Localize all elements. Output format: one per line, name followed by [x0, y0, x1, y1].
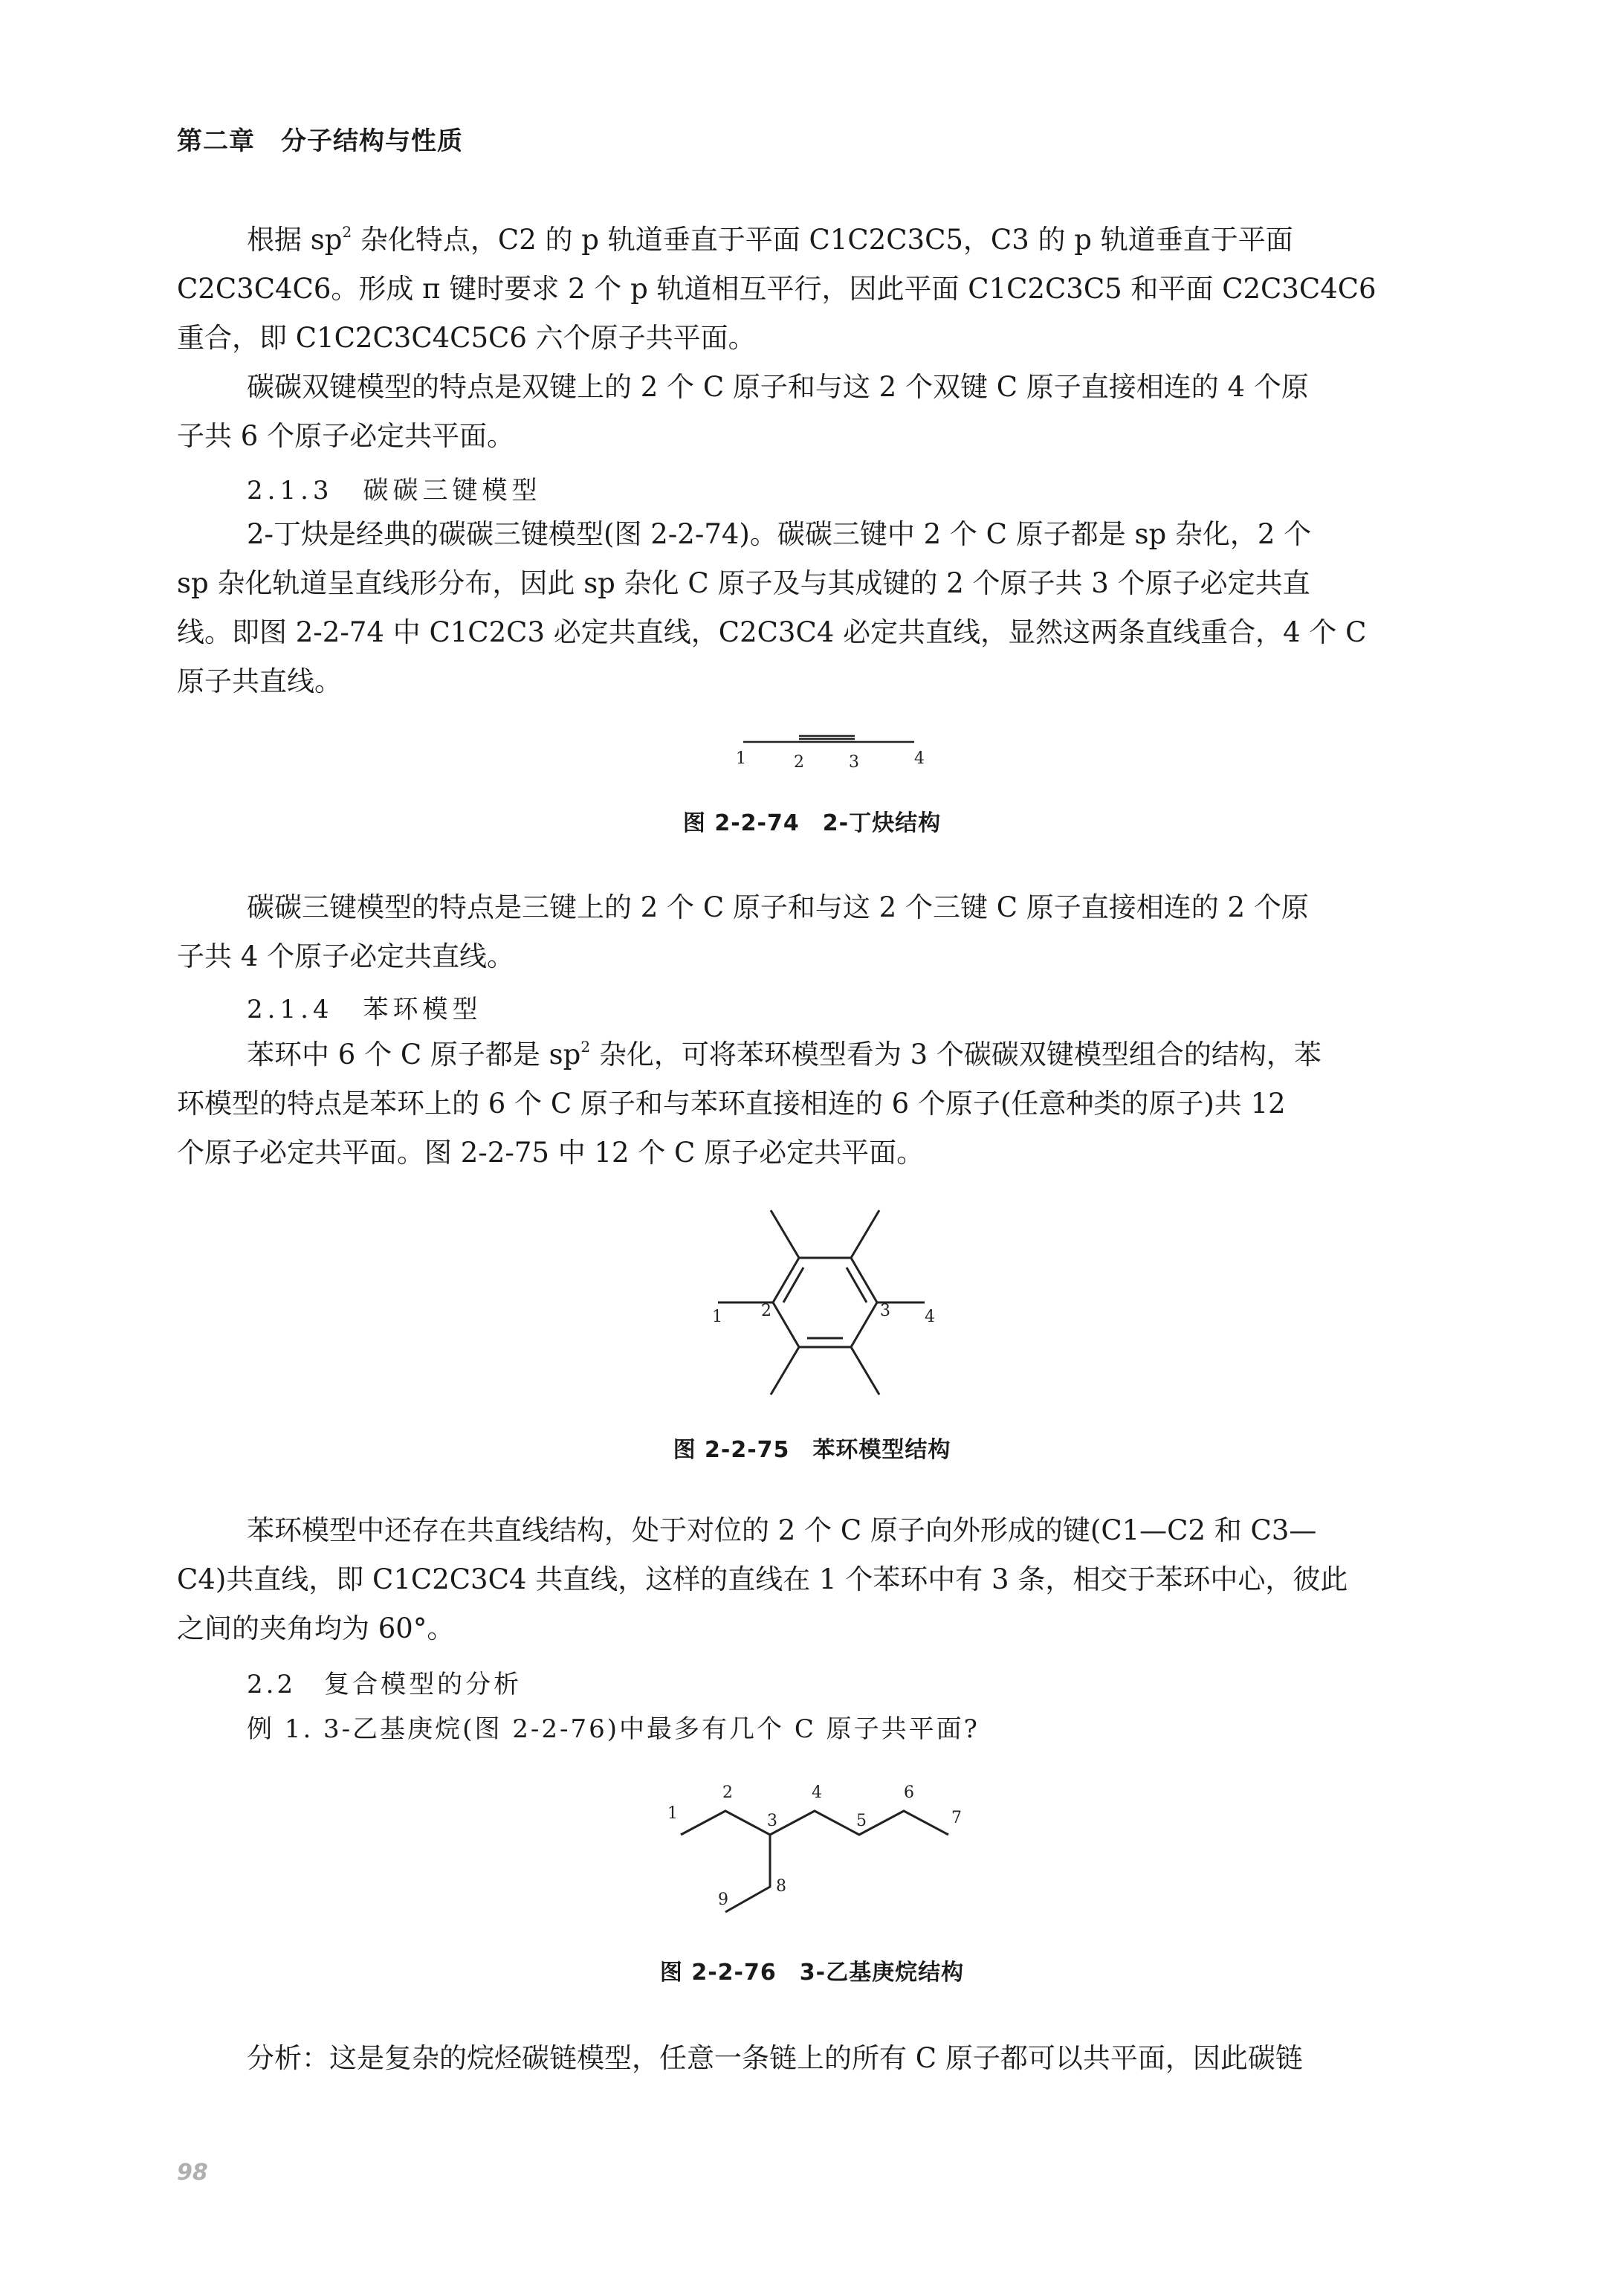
- paragraph-1: 根据 $sp^2$ 杂化特点，C2 的 p 轨道垂直于平面 C1C2C3C5，C3 的 p 轨道垂直于平面 C2C3C4C6。形成 π 键时要求 2 个 p 轨道相互平行，因此平面 C1C2C3C5 和平面 C2C3C4C6 重合，即 C1C2C3C4C5C6 六个原子共平面。: [177, 223, 1376, 354]
- example-1-question: 例 1. 3-乙基庚烷(图 2-2-76)中最多有几个 C 原子共平面?: [247, 1714, 980, 1744]
- atom-label: 9: [718, 1890, 728, 1909]
- substituent-bond: [771, 1347, 799, 1395]
- atom-label: 2: [761, 1302, 771, 1320]
- chapter-title: 分子结构与性质: [281, 126, 463, 156]
- figure-caption-2-2-76: 图 2-2-76 3-乙基庚烷结构: [659, 1960, 965, 1986]
- section-heading-2-1-3: 2.1.3 碳碳三键模型: [247, 476, 542, 506]
- atom-label: 2: [794, 753, 804, 772]
- page-number: 98: [177, 2160, 208, 2186]
- figure-caption-2-2-74: 图 2-2-74 2-丁炔结构: [682, 810, 942, 836]
- paragraph-6: 苯环模型中还存在共直线结构，处于对位的 2 个 C 原子向外形成的键(C1—C2 和 C3— C4)共直线，即 C1C2C3C4 共直线，这样的直线在 1 个苯环中有 3 条，相交于苯环中心，彼此 之间的夹角均为 60°。: [177, 1514, 1348, 1644]
- figure-benzene: [699, 1197, 944, 1405]
- atom-label: 1: [712, 1308, 722, 1326]
- atom-label: 3: [880, 1302, 890, 1320]
- figure-3-ethylheptane: [654, 1760, 1011, 1924]
- atom-label: 1: [667, 1804, 678, 1823]
- atom-label: 2: [722, 1783, 733, 1802]
- atom-label: 4: [914, 749, 925, 768]
- figure-caption-2-2-75: 图 2-2-75 苯环模型结构: [673, 1437, 951, 1463]
- running-header: [177, 120, 463, 157]
- chapter-label: 第二章: [177, 126, 255, 156]
- ethyl-branch: [725, 1835, 770, 1912]
- atom-label: 5: [856, 1812, 867, 1830]
- paragraph-4: 碳碳三键模型的特点是三键上的 2 个 C 原子和与这 2 个三键 C 原子直接相连的 2 个原 子共 4 个原子必定共直线。: [177, 891, 1309, 972]
- double-bond-line: [847, 1268, 867, 1302]
- paragraph-7: 分析：这是复杂的烷烃碳链模型，任意一条链上的所有 C 原子都可以共平面，因此碳链: [247, 2042, 1303, 2074]
- section-heading-2-2: 2.2 复合模型的分析: [247, 1670, 523, 1699]
- butyne-structure-diagram: [714, 714, 936, 773]
- substituent-bond: [851, 1210, 879, 1258]
- substituent-bond: [851, 1347, 879, 1395]
- main-carbon-chain: [681, 1811, 948, 1835]
- substituent-bond: [771, 1210, 799, 1258]
- ethylheptane-structure-diagram: [654, 1760, 1011, 1924]
- atom-label: 1: [736, 749, 746, 768]
- paragraph-3: 2-丁炔是经典的碳碳三键模型(图 2-2-74)。碳碳三键中 2 个 C 原子都是 sp 杂化，2 个 sp 杂化轨道呈直线形分布，因此 sp 杂化 C 原子及与其成键的 2 个原子共 3 个原子必定共直 线。即图 2-2-74 中 C1C2C3 必定共直线，C2C3C4 必定共直线，显然这两条直线重合，4 个 C 原子共直线。: [177, 518, 1367, 697]
- atom-label: 4: [925, 1308, 935, 1326]
- benzene-ring: [773, 1258, 877, 1347]
- atom-label: 8: [776, 1877, 786, 1896]
- atom-label: 6: [904, 1783, 914, 1802]
- section-heading-2-1-4: 2.1.4 苯环模型: [247, 995, 482, 1024]
- figure-2-butyne: [714, 714, 936, 773]
- benzene-structure-diagram: [699, 1197, 944, 1405]
- atom-label: 4: [812, 1783, 822, 1802]
- paragraph-2: 碳碳双键模型的特点是双键上的 2 个 C 原子和与这 2 个双键 C 原子直接相连的 4 个原 子共 6 个原子必定共平面。: [177, 371, 1309, 452]
- paragraph-5: 苯环中 6 个 C 原子都是 $sp^2$ 杂化，可将苯环模型看为 3 个碳碳双键模型组合的结构，苯 环模型的特点是苯环上的 6 个 C 原子和与苯环直接相连的 6 个原子(任意种类的原子)共 12 个原子必定共平面。图 2-2-75 中 12 个 C 原子必定共平面。: [177, 1038, 1321, 1169]
- atom-label: 7: [951, 1809, 962, 1827]
- atom-label: 3: [849, 753, 859, 772]
- double-bond-line: [783, 1268, 803, 1302]
- atom-label: 3: [767, 1812, 777, 1830]
